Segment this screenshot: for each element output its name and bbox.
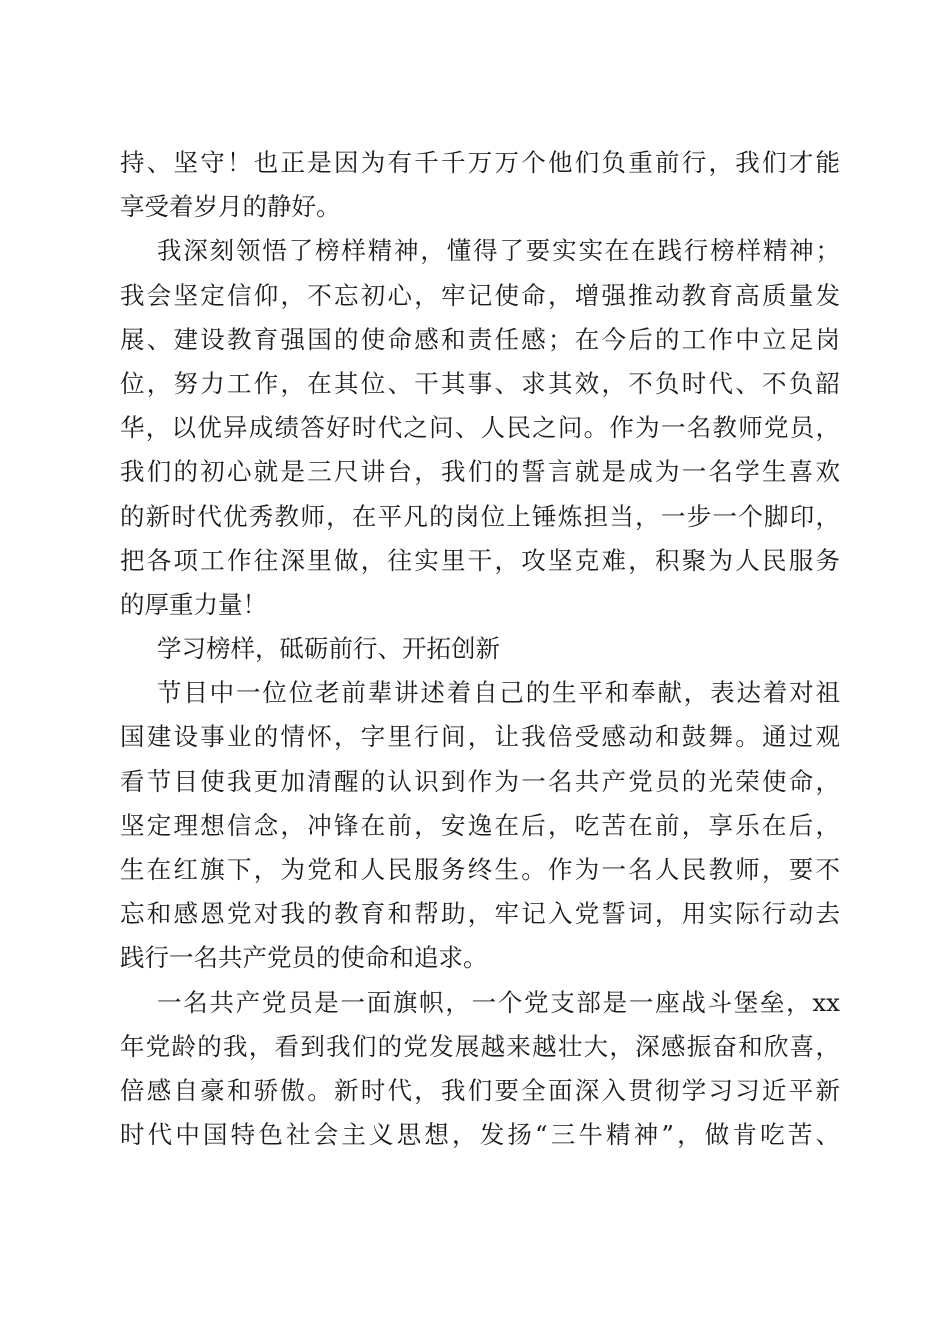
- text-line: 享受着岁月的静好。: [120, 192, 341, 222]
- text-line: 我会坚定信仰，不忘初心，牢记使命，增强推动教育高质量发: [120, 280, 840, 310]
- text-line: 年党龄的我，看到我们的党发展越来越壮大，深感振奋和欣喜，: [120, 1031, 840, 1061]
- text-line: 生在红旗下，为党和人民服务终生。作为一名人民教师，要不: [120, 855, 840, 884]
- text-line: 时代中国特色社会主义思想，发扬“三牛精神”，做肯吃苦、: [120, 1120, 840, 1150]
- text-line: 学习榜样，砥砺前行、开拓创新: [157, 634, 500, 664]
- text-line: 的厚重力量！: [120, 589, 267, 619]
- text-line: 把各项工作往深里做，往实里干，攻坚克难，积聚为人民服务: [120, 545, 840, 575]
- text-line: 我们的初心就是三尺讲台，我们的誓言就是成为一名学生喜欢: [120, 457, 840, 487]
- text-line: 持、坚守！也正是因为有千千万万个他们负重前行，我们才能: [120, 148, 840, 177]
- text-line: 位，努力工作，在其位、干其事、求其效，不负时代、不负韶: [120, 368, 840, 398]
- text-line: 的新时代优秀教师，在平凡的岗位上锤炼担当，一步一个脚印，: [120, 501, 840, 531]
- text-line: 忘和感恩党对我的教育和帮助，牢记入党誓词，用实际行动去: [120, 899, 840, 929]
- text-line: 我深刻领悟了榜样精神，懂得了要实实在在践行榜样精神；: [157, 236, 840, 266]
- text-line: 节目中一位位老前辈讲述着自己的生平和奉献，表达着对祖: [157, 678, 840, 708]
- body-text: [120, 141, 840, 1157]
- text-line: 展、建设教育强国的使命感和责任感；在今后的工作中立足岗: [120, 324, 840, 354]
- text-line: 看节目使我更加清醒的认识到作为一名共产党员的光荣使命，: [120, 766, 840, 796]
- text-line: 一名共产党员是一面旗帜，一个党支部是一座战斗堡垒，xx: [157, 987, 840, 1017]
- text-line: 倍感自豪和骄傲。新时代，我们要全面深入贯彻学习习近平新: [120, 1075, 840, 1105]
- text-line: 坚定理想信念，冲锋在前，安逸在后，吃苦在前，享乐在后，: [120, 810, 840, 840]
- text-line: 国建设事业的情怀，字里行间，让我倍受感动和鼓舞。通过观: [120, 722, 840, 752]
- text-line: 华，以优异成绩答好时代之问、人民之问。作为一名教师党员，: [120, 413, 840, 443]
- text-line: 践行一名共产党员的使命和追求。: [120, 943, 488, 973]
